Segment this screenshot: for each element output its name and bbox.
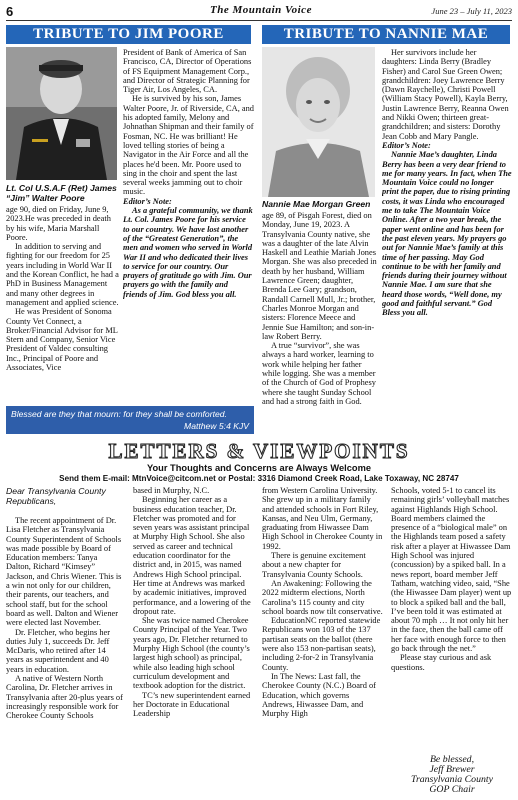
letter-signer-title: GOP Chair bbox=[429, 784, 475, 795]
poore-column-2 bbox=[123, 48, 254, 405]
poore-caption-line2: “Jim” Walter Poore bbox=[6, 193, 85, 203]
scripture-box bbox=[6, 406, 254, 434]
poore-paragraph: He is survived by his son, James Walter Poore, Jr. of Riverside, CA, and his adopted family, Melony and Johnathan Shipman and their family of Fosman, NC. He was brilliant! He loved telling stories of being a Navigator in the Air Force and all the places he'd been. Mr. Poore used to sing in the choir and spent the last several weeks jamming out to choir music. bbox=[123, 94, 254, 197]
letter-paragraph: Dr. Fletcher, who begins her duties July 1, succeeds Dr. Jeff McDaris, who retired after 14 years as superintendent and 40 years in education. bbox=[6, 627, 111, 674]
mae-editor-note: Nannie Mae’s daughter, Linda Berry has been a very dear friend to me for many years. In fact, when The Mountain Voice could no longer print the paper, due to rising printing costs, it was Linda who encouraged me to take The Mountain Voice Online. After a two year break, the paper went online and has been for the past eleven years. My prayers go out for Nannie Mae’s family at this time of her passing. May God continue to be with her family and friends during their journey without Nannie Mae. I am sure that she heard those words, “Well done, my good and faithful servant.” God Bless you all. bbox=[382, 150, 512, 318]
letter-column-3 bbox=[262, 486, 383, 794]
page-header bbox=[6, 4, 512, 20]
letter-paragraph: The recent appointment of Dr. Lisa Fletcher as Transylvania County Superintendent of Schools was made possible by Board of Education members: Tanya Dalton, Richard “Kimsey” Jackson, and Chris Wiener. This is a win not only for our children, their parents, our teachers, and school staff, but for the school board as well. Dalton and Wiener were elected last November. bbox=[6, 516, 122, 628]
masthead: The Mountain Voice bbox=[210, 4, 312, 16]
header-rule bbox=[6, 20, 512, 21]
poore-photo bbox=[6, 47, 117, 180]
mae-paragraph: Her survivors include her daughters: Linda Berry (Bradley Fisher) and Carol Sue Green Owen; grandchildren: Joey Lawrence Berry (Dawn Raychelle), Christi Powell (William Stacy Powell), Kayla Berry, Justin Lawrence Berry, Reanna Owen and Nikki Owen; thirteen great-grandchildren; and sisters: Dorothy Jean Cobb and Mary Pangle. bbox=[382, 48, 509, 141]
poore-caption bbox=[6, 183, 119, 203]
letter-paragraph: TC’s new superintendent earned her Doctorate in Educational Leadership bbox=[133, 690, 251, 719]
letter-paragraph: An Awakening: Following the 2022 midterm elections, North Carolina’s 115 county and city school boards now tilt conservative. bbox=[262, 578, 383, 616]
mae-photo bbox=[262, 47, 375, 197]
page-number: 6 bbox=[6, 4, 14, 19]
letter-paragraph: Schools, voted 5-1 to cancel its remaining girls’ volleyball matches against Highlands High School. Board members claimed the presence of a “biological male” on the Highlands team posed a safety risk after a player at Hiwassee Dam High School was injured (concussion) by a spiked ball. In a news report, board member Jeff Tatham, watching video, said, “She (the Hiwassee Dam player) went up to block a spiked ball and the ball, I’ve been told it was estimated at about 70 mph … It not only hit her in the face, then the ball came off her face with enough force to then go back through the net.” bbox=[391, 486, 512, 654]
letter-paragraph: There is genuine excitement about a new chapter for Transylvania County Schools. bbox=[262, 551, 366, 579]
scripture-text: Blessed are they that mourn: for they shall be comforted. bbox=[11, 409, 227, 419]
poore-paragraph: He was President of Sonoma County Vet Connect, a Broker/Financial Advisor for ML Stern and Company, Senior Vice President of Valdec consulting Inc., Principal of Poore and Associates, Vice bbox=[6, 307, 118, 373]
letter-signature bbox=[392, 755, 512, 795]
issue-date: June 23 – July 11, 2023 bbox=[431, 6, 512, 16]
poore-editor-note-heading: Editor’s Note: bbox=[123, 196, 172, 206]
mae-banner: TRIBUTE TO NANNIE MAE bbox=[262, 25, 510, 44]
poore-paragraph: age 90, died on Friday, June 9, 2023.He was preceded in death by his wife, Maria Marshall Poore. bbox=[6, 205, 111, 242]
letters-send-line: Send them E-mail: MtnVoice@citcom.net or Postal: 3316 Diamond Creek Road, Lake Toxaway, NC 28747 bbox=[59, 474, 459, 483]
poore-banner: TRIBUTE TO JIM POORE bbox=[6, 25, 251, 44]
letter-paragraph: Beginning her career as a business education teacher, Dr. Fletcher was promoted and for seven years was assistant principal at Murphy High School. She also served as career and technical education coordinator for the district and, in 2015, was named Andrews High School principal. Her time at Andrews was marked by academic initiatives, improved performance, and a lowering of the dropout rate. bbox=[133, 495, 251, 616]
letter-paragraph: A native of Western North Carolina, Dr. Fletcher arrives in Transylvania after 20-plus years of increasingly responsible work for Cherokee County Schools bbox=[6, 674, 123, 721]
letter-salutation: Dear Transylvania County Republicans, bbox=[6, 486, 106, 506]
letters-title: LETTERS & VIEWPOINTS bbox=[108, 438, 410, 463]
letter-paragraph: EducationNC reported statewide Republicans won 103 of the 137 partisan seats on the ballot (there were also 153 non-partisan seats), including 2-for-2 in Transylvania County. bbox=[262, 616, 381, 672]
mae-editor-note-heading: Editor’s Note: bbox=[382, 140, 431, 150]
scripture-reference: Matthew 5:4 KJV bbox=[184, 421, 249, 431]
letter-column-1 bbox=[6, 486, 124, 794]
mae-column-1 bbox=[262, 211, 377, 436]
letter-paragraph: from Western Carolina University. She grew up in a military family and attended schools in Fort Riley, Kansas, and Neu Ulm, Germany, graduating from Hiwassee Dam High School in Cherokee County in 1992. bbox=[262, 486, 383, 551]
letter-signoff: Be blessed, bbox=[429, 754, 475, 765]
letter-paragraph: She was twice named Cherokee County Principal of the Year. Two years ago, Dr. Fletcher returned to Murphy High School (the county’s largest high school) as principal, while also leading high school curriculum development and textbook adoption for the district. bbox=[133, 616, 250, 691]
poore-paragraph: President of Bank of America of San Francisco, CA, Director of Operations of FS Equipment Management Corp., and Director of Strategic Planning for Tiger Air, Los Angeles, CA. bbox=[123, 48, 252, 95]
letter-paragraph: based in Murphy, N.C. bbox=[133, 486, 210, 495]
mae-paragraph: A true “survivor”, she was always a hard worker, learning to work while helping her father while logging. She was a member of the Church of God of Prophesy where she taught Sunday School and had a strong faith in God. bbox=[262, 341, 376, 406]
letter-signer: Jeff Brewer bbox=[429, 764, 475, 775]
poore-caption-line1: Lt. Col U.S.A.F (Ret) James bbox=[6, 183, 117, 193]
mae-paragraph: age 89, of Pisgah Forest, died on Monday, June 19, 2023. A Transylvania County native, she was a daughter of the late Alvin Haskell and Leathie Mariah Jones Morgan. She was also preceded in death by her husband, William Lawrence Green; daughter, Brenda Lee Gary; grandson, Randall Carnell Mull, Jr.; brother, Charles Monroe Morgan and sisters: Florence Meece and Jennie Sue Hamilton; and son-in-law Robert Berry. bbox=[262, 211, 377, 341]
letter-column-2 bbox=[133, 486, 254, 794]
letter-paragraph: In The News: Last fall, the Cherokee County (N.C.) Board of Education, which governs Andrews, Hiwassee Dam, and Murphy High bbox=[262, 671, 376, 719]
poore-editor-note: As a grateful community, we thank Lt. Col. James Poore for his service to our country. We have lost another of the “Greatest Generation”, the men and women who served in World War II and who dedicated their lives to service for our country. Our prayers of gratitude go with Jim. Our prayers go with the family and friends of Jim. God bless you all. bbox=[123, 206, 253, 299]
poore-paragraph: In addition to serving and fighting for our freedom for 25 years including in World War II and the Korean Conflict, he had a PhD in Business Management and many other degrees in management and applied science. bbox=[6, 242, 119, 307]
letter-paragraph: Please stay curious and ask questions. bbox=[391, 653, 492, 672]
mae-caption: Nannie Mae Morgan Green bbox=[262, 199, 371, 209]
letter-signer-title: Transylvania County bbox=[411, 774, 493, 785]
letter-column-4 bbox=[391, 486, 512, 752]
mae-column-2 bbox=[382, 48, 512, 436]
letters-subtitle: Your Thoughts and Concerns are Always Welcome bbox=[146, 463, 372, 473]
poore-column-1 bbox=[6, 205, 119, 405]
